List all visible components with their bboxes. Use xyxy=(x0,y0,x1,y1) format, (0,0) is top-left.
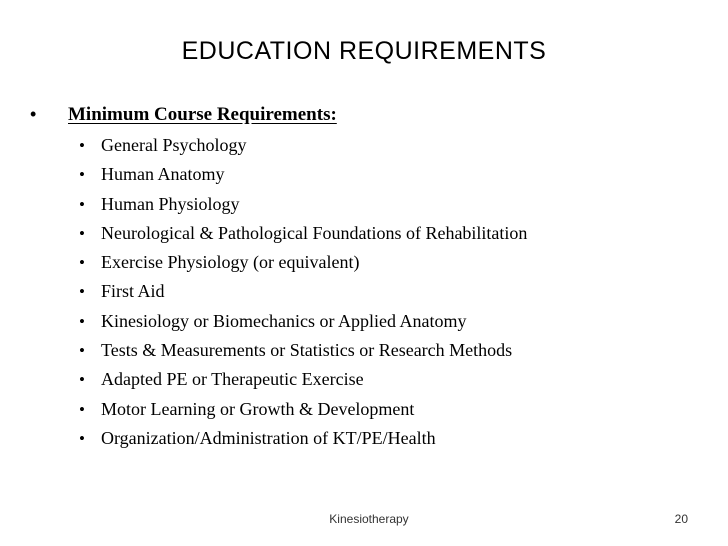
list-item-text: Exercise Physiology (or equivalent) xyxy=(101,252,360,273)
bullet-icon: • xyxy=(30,104,37,124)
list-item-text: Human Physiology xyxy=(101,193,240,214)
list-item-text: Neurological & Pathological Foundations of Rehabilitation xyxy=(101,222,528,243)
list-item-text: General Psychology xyxy=(101,135,247,155)
list-item-text: Adapted PE or Therapeutic Exercise xyxy=(101,369,364,390)
list-item-text: Kinesiology or Biomechanics or Applied Anatomy xyxy=(101,310,467,331)
slide-title: EDUCATION REQUIREMENTS xyxy=(181,37,547,65)
course-list xyxy=(79,131,527,453)
list-item-text: Organization/Administration of KT/PE/Health xyxy=(101,427,436,448)
list-item xyxy=(79,277,527,306)
list-item xyxy=(79,248,527,277)
list-item xyxy=(79,336,527,365)
bullet-icon: • xyxy=(79,253,85,273)
bullet-icon: • xyxy=(79,194,85,214)
bullet-icon: • xyxy=(79,311,85,331)
footer-text: Kinesiotherapy xyxy=(329,512,409,526)
list-item xyxy=(79,365,527,394)
list-item xyxy=(79,424,527,453)
list-item-text: Human Anatomy xyxy=(101,164,225,185)
bullet-icon: • xyxy=(79,136,85,155)
bullet-icon: • xyxy=(79,370,85,390)
list-item-text: Motor Learning or Growth & Development xyxy=(101,398,415,419)
list-item-text: Tests & Measurements or Statistics or Research Methods xyxy=(101,340,513,361)
list-item xyxy=(79,395,527,424)
bullet-icon: • xyxy=(79,165,85,185)
bullet-icon: • xyxy=(79,399,85,419)
list-item-text: First Aid xyxy=(101,281,165,302)
list-item xyxy=(79,190,527,219)
list-item xyxy=(79,307,527,336)
list-item xyxy=(79,160,527,189)
list-item xyxy=(79,219,527,248)
bullet-icon: • xyxy=(79,428,85,448)
bullet-icon: • xyxy=(79,282,85,302)
page-number: 20 xyxy=(674,512,688,526)
main-bullet-label: Minimum Course Requirements: xyxy=(68,104,337,125)
bullet-icon: • xyxy=(79,341,85,361)
list-item xyxy=(79,131,527,160)
main-bullet xyxy=(30,104,337,126)
bullet-icon: • xyxy=(79,223,85,243)
